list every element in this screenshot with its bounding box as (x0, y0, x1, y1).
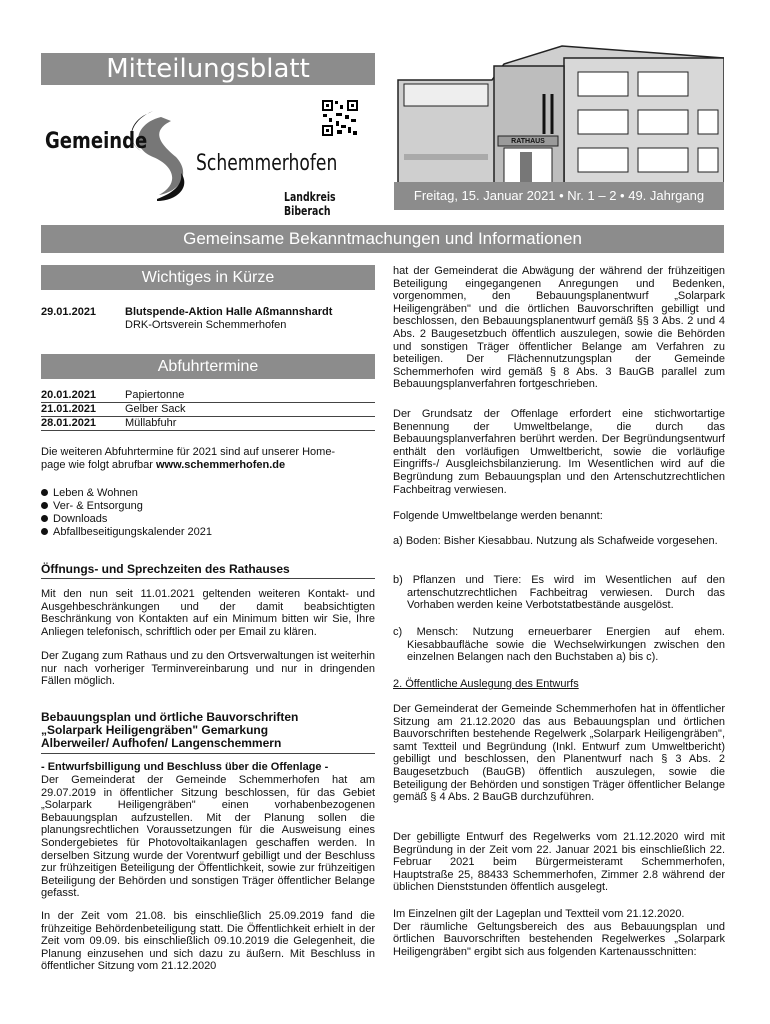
bullet-icon (41, 528, 48, 535)
qr-code-icon (321, 99, 359, 137)
list-item[interactable] (41, 513, 375, 526)
abfuhr-label: Gelber Sack (125, 403, 186, 415)
right-p4: Der Gemeinderat der Gemeinde Schemmerhofen hat in öffentlicher Sitzung am 21.12.2020 das aus Bebauungsplan und örtlichen Bauvorschriften bestehende Regelwerk „Solarpark Heiligengräben", samt Textteil und Begründung (Inkl. Entwurf zum Umweltbericht) gebilligt und beschlossen, den Planentwurf nach § 3 Abs. 2 Baugesetzbuch (BauGB) öffentlich auszulegen, sowie die Beteiligung der Behörden und sonstigen Träger öffentlicher Belange gemäß § 4 Abs. 2 BauGB durchzuführen. (393, 703, 725, 804)
bebauung-p1: Der Gemeinderat der Gemeinde Schemmerhofen hat am 29.07.2019 in öffentlicher Sitzung beschlossen, für das Gebiet „Solarpark Heiligengräben" einen vorhabenbezogenen Bebauungsplan aufzustellen. Mit der Planung sollen die planungsrechtlichen Voraussetzungen für die Ausweisung eines Sondergebietes für Photovoltaikanlagen geschaffen werden. In derselben Sitzung wurde der Vorentwurf gebilligt und der Beschluss zur frühzeitigen Beteiligung der Öffentlichkeit, sowie zur frühzeitigen Beteiligung der Behörden und sonstigen Träger öffentlicher Belange gefasst. (41, 774, 375, 900)
bebauung-title-line: Bebauungsplan und örtliche Bauvorschriften (41, 710, 299, 724)
abfuhr-note-line: Die weiteren Abfuhrtermine für 2021 sind auf unserer Home- (41, 446, 336, 458)
oeffnung-p2: Der Zugang zum Rathaus und zu den Ortsverwaltungen ist weiterhin nur nach vorheriger Terminvereinbarung und nur in dringenden Fällen möglich. (41, 650, 375, 688)
abfuhr-label: Müllabfuhr (125, 417, 177, 429)
divider (41, 430, 375, 431)
umwelt-item-a: a) Boden: Bisher Kiesabbau. Nutzung als Schafweide vorgesehen. (393, 535, 718, 547)
umwelt-item-b: b) Pflanzen und Tiere: Es wird im Wesentlichen auf den artenschutzrechtlichen Fachbeitrag verwiesen. Durch das Vorhaben werden keine Verbotstatbestände ausgelöst. (393, 574, 725, 612)
kurz-title: Wichtiges in Kürze (41, 265, 375, 290)
list-item[interactable] (41, 500, 375, 513)
bullet-icon (41, 489, 48, 496)
bullet-icon (41, 502, 48, 509)
bebauung-p2: In der Zeit vom 21.08. bis einschließlich 25.09.2019 fand die frühzeitige Behördenbeteiligung statt. Die Öffentlichkeit erhielt in der Zeit vom 09.09. bis einschließlich 09.10.2019 die Gelegenheit, die Planung einzusehen und sich dazu zu äußern. Mit Beschluss in öffentlicher Sitzung vom 21.12.2020 (41, 910, 375, 973)
logo-schemmerhofen: Schemmerhofen (196, 151, 338, 176)
right-p6 (393, 908, 725, 958)
abfuhr-date: 28.01.2021 (41, 417, 97, 429)
bullet-icon (41, 515, 48, 522)
abfuhr-label: Papiertonne (125, 389, 185, 401)
abfuhr-title: Abfuhrtermine (41, 354, 375, 379)
auslegung-heading: 2. Öffentliche Auslegung des Entwurfs (393, 678, 579, 690)
logo-gemeinde: Gemeinde (45, 129, 148, 154)
masthead-title: Mitteilungsblatt (41, 53, 375, 85)
umwelt-item-c: c) Mensch: Nutzung erneuerbarer Energien auf ehem. Kiesabbaufläche sowie die Wechselwirkungen zwischen den einzelnen Belangen nach den Buchstaben a) bis c). (393, 626, 725, 664)
bebauung-title (41, 711, 375, 750)
rathaus-sign: RATHAUS (511, 138, 545, 145)
list-item-label: Leben & Wohnen (53, 487, 138, 499)
abfuhr-date: 20.01.2021 (41, 389, 97, 401)
website-link[interactable]: www.schemmerhofen.de (155, 458, 286, 471)
right-p5: Der gebilligte Entwurf des Regelwerks vom 21.12.2020 wird mit Begründung in der Zeit vom 22. Januar 2021 bis einschließlich 22. Februar 2021 beim Bürgermeisteramt Schemmerhofen, Hauptstraße 25, 88433 Schemmerhofen, Zimmer 2.8 während der üblichen Dienststunden öffentlich ausgelegt. (393, 831, 725, 894)
bebauung-subtitle: - Entwurfsbilligung und Beschluss über die Offenlage - (41, 761, 329, 773)
kurz-event: Blutspende-Aktion Halle Aßmannshardt (125, 306, 333, 318)
bebauung-title-line: Alberweiler/ Aufhofen/ Langenschemmern (41, 736, 282, 750)
abfuhr-date: 21.01.2021 (41, 403, 97, 415)
right-p3: Folgende Umweltbelange werden benannt: (393, 510, 603, 522)
oeffnung-p1: Mit den nun seit 11.01.2021 geltenden weiteren Kontakt- und Ausgehbeschränkungen und der damit beabsichtigten Beschränkung von Kontakten auf ein Minimum bitten wir Sie, Ihre Anliegen telefonisch, schriftlich oder per Email zu klären. (41, 588, 375, 638)
abfuhr-note-line: page wie folgt abrufbar (41, 458, 156, 471)
issue-info: Freitag, 15. Januar 2021 • Nr. 1 – 2 • 49. Jahrgang (394, 182, 724, 210)
municipality-logo (41, 95, 381, 218)
section-title: Gemeinsame Bekanntmachungen und Informationen (41, 225, 724, 253)
divider (41, 578, 375, 579)
right-p6-line: Der räumliche Geltungsbereich des aus Bebauungsplan und örtlichen Bauvorschriften bestehenden Regelwerkes „Solarpark Heiligengräben" ergibt sich aus folgenden Kartenausschnitten: (393, 920, 725, 958)
divider (41, 753, 375, 754)
list-item-label: Downloads (53, 513, 108, 525)
bebauung-title-line: „Solarpark Heiligengräben" Gemarkung (41, 723, 269, 737)
oeffnung-title: Öffnungs- und Sprechzeiten des Rathauses (41, 562, 290, 576)
list-item-label: Ver- & Entsorgung (53, 500, 143, 512)
kurz-date: 29.01.2021 (41, 306, 97, 318)
right-p6-line: Im Einzelnen gilt der Lageplan und Textteil vom 21.12.2020. (393, 908, 685, 920)
list-item[interactable] (41, 487, 375, 500)
abfuhr-links (41, 487, 375, 539)
list-item[interactable] (41, 526, 375, 539)
right-p1: hat der Gemeinderat die Abwägung der während der frühzeitigen Beteiligung eingegangenen Anregungen und Bedenken, vorgenommen, den Bebauungsplanentwurf „Solarpark Heiligengräben" und die örtlichen Bauvorschriften gebilligt und beschlossen, den Bebauungsplanentwurf gemäß §§ 3 Abs. 2 und 4 Abs. 2 Baugesetzbuch öffentlich auszulegen, sowie die Behörden und sonstigen Träger öffentlicher Belange am Verfahren zu beteiligen. Der Flächennutzungsplan der Gemeinde Schemmerhofen wird gemäß § 8 Abs. 3 BauGB parallel zum Bebauungsplanverfahren fortgeschrieben. (393, 265, 725, 391)
right-p2: Der Grundsatz der Offenlage erfordert eine stichwortartige Benennung der Umweltbelange, die durch das Bebauungsplanverfahren berührt werden. Der Begründungsentwurf enthält den vorläufigen Umweltbericht, sowie die vorläufige Eingriffs-/ Ausgleichsbilanzierung. Im Wesentlichen wird auf die Begründung zum Bebauungsplan und den Artenschutzrechtlichen Fachbeitrag verwiesen. (393, 408, 725, 496)
logo-landkreis: Landkreis Biberach (284, 190, 336, 218)
list-item-label: Abfallbeseitigungskalender 2021 (53, 526, 213, 538)
kurz-organizer: DRK-Ortsverein Schemmerhofen (125, 319, 287, 331)
abfuhr-note (41, 446, 375, 471)
